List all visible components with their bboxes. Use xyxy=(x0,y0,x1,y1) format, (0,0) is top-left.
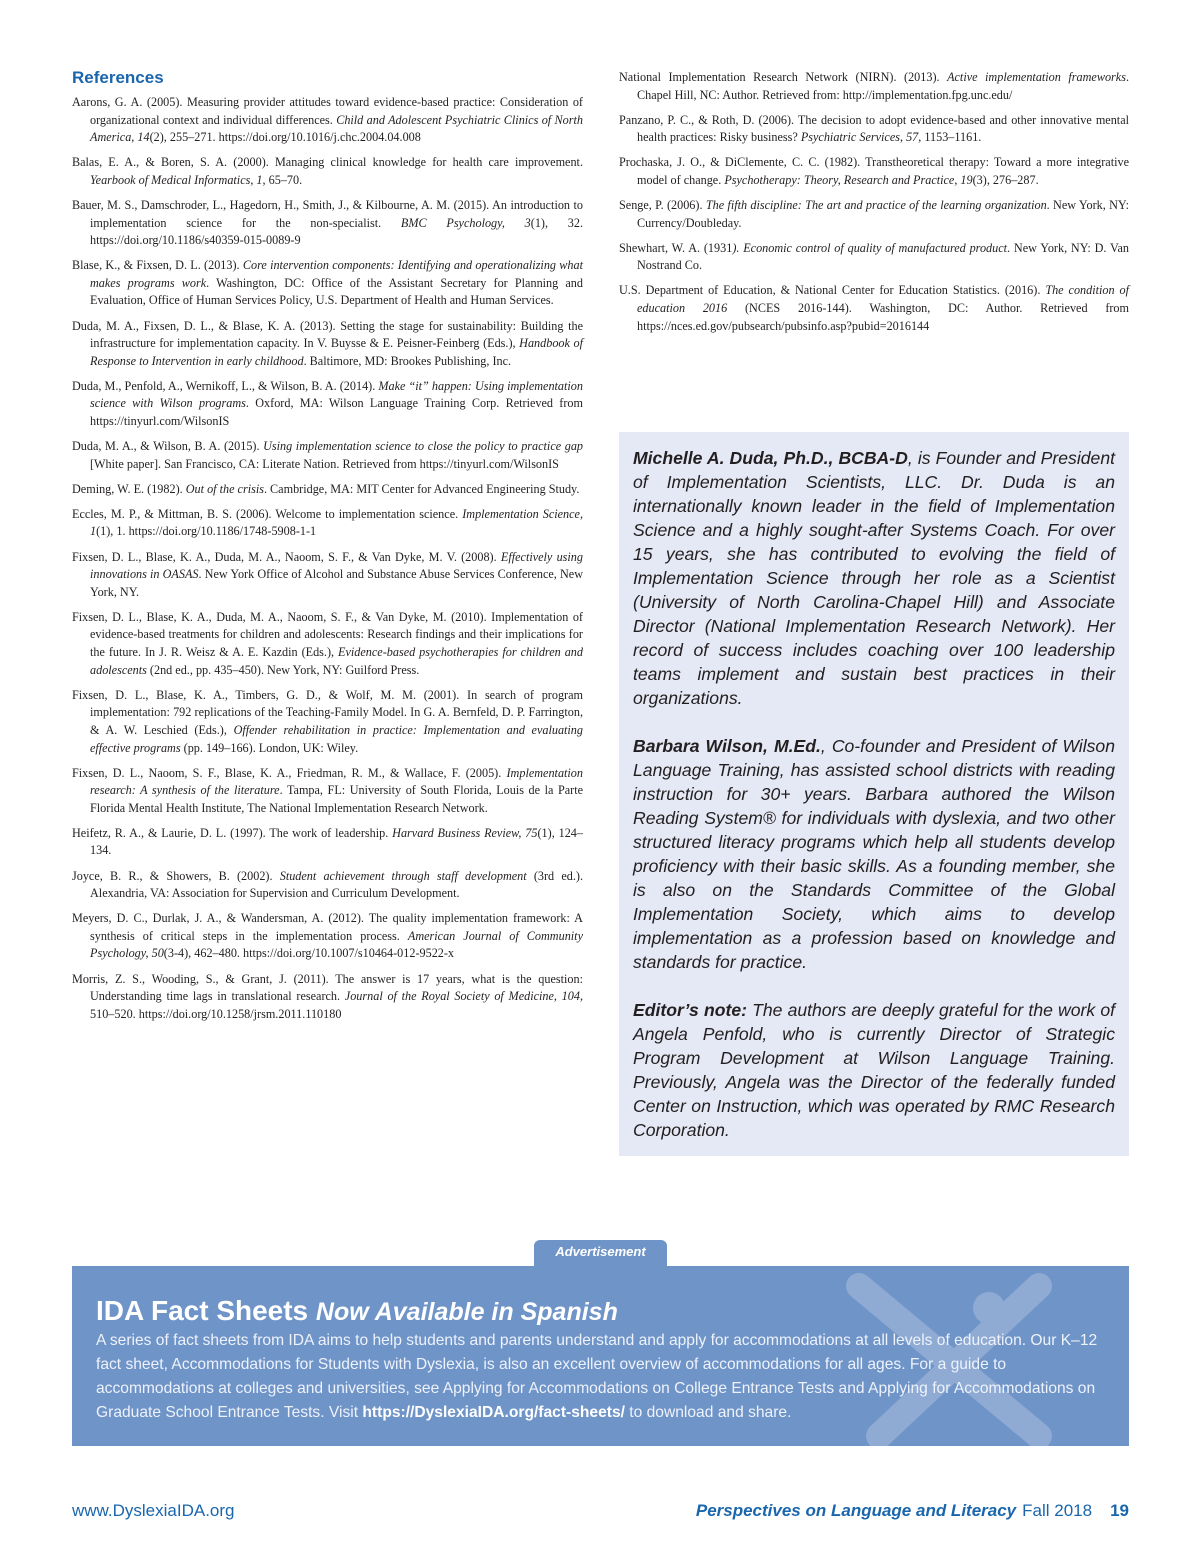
reference-entry: Senge, P. (2006). The fifth discipline: The art and practice of the learning organization. New York, NY: Currency/Doubleday. xyxy=(619,198,1129,230)
reference-entry: Fixsen, D. L., Naoom, S. F., Blase, K. A., Friedman, R. M., & Wallace, F. (2005). Implementation research: A synthesis of the literature. Tampa, FL: University of South Florida, Louis de la Parte Florida Mental Health Institute, The National Implementation Research Network. xyxy=(72,765,584,815)
reference-entry: Duda, M. A., & Wilson, B. A. (2015). Using implementation science to close the policy to practice gap [White paper]. San Francisco, CA: Literate Nation. Retrieved from https://tinyurl.com/WilsonIS xyxy=(72,439,584,471)
reference-entry: Eccles, M. P., & Mittman, B. S. (2006). Welcome to implementation science. Implementation Science, 1(1), 1. https://doi.org/10.1186/1748-5908-1-1 xyxy=(72,506,583,539)
bio-duda: Michelle A. Duda, Ph.D., BCBA-D, is Founder and President of Implementation Scientists, LLC. Dr. Duda is an internationally known leader in the field of Implementation Science and a highly sought-after Systems Coach. For over 15 years, she has contributed to evolving the field of Implementation Science through her role as a Scientist (University of North Carolina-Chapel Hill) and Associate Director (National Implementation Research Network). Her record of success includes coaching over 100 leadership teams implement and sustain best practices in their organizations. xyxy=(633,448,1116,708)
editors-note: Editor’s note: The authors are deeply grateful for the work of Angela Penfold, who is currently Director of Strategic Program Development at Wilson Language Training. Previously, Angela was the Director of the federally funded Center on Instruction, which was operated by RMC Research Corporation. xyxy=(633,1000,1115,1140)
reference-entry: Morris, Z. S., Wooding, S., & Grant, J. (2011). The answer is 17 years, what is the question: Understanding time lags in translational research. Journal of the Royal Society of Medicine, 104, 510–520. https://doi.org/10.1258/jrsm.2011.110180 xyxy=(72,971,583,1021)
reference-entry: Fixsen, D. L., Blase, K. A., Duda, M. A., Naoom, S. F., & Van Dyke, M. V. (2008). Effectively using innovations in OASAS. New York Office of Alcohol and Substance Abuse Services Conference, New York, NY. xyxy=(72,549,583,599)
references-heading: References xyxy=(72,68,164,87)
reference-entry: National Implementation Research Network (NIRN). (2013). Active implementation frameworks. Chapel Hill, NC: Author. Retrieved from: http://implementation.fpg.unc.edu/ xyxy=(619,70,1129,102)
advertisement-tab: Advertisement xyxy=(534,1240,667,1266)
reference-entry: Fixsen, D. L., Blase, K. A., Timbers, G. D., & Wolf, M. M. (2001). In search of program implementation: 792 replications of the Teaching-Family Model. In G. A. Bernfeld, D. P. Farrington, & A. W. Leschied (Eds.), Offender rehabilitation in practice: Implementation and evaluating effective programs (pp. 149–166). London, UK: Wiley. xyxy=(72,687,583,755)
journal-title: Perspectives on Language and Literacy xyxy=(695,1501,1017,1520)
reference-entry: Balas, E. A., & Boren, S. A. (2000). Managing clinical knowledge for health care improvement. Yearbook of Medical Informatics, 1, 65–70. xyxy=(72,155,583,187)
reference-entry: Duda, M. A., Fixsen, D. L., & Blase, K. A. (2013). Setting the stage for sustainability: Building the infrastructure for implementation capacity. In V. Buysse & E. Peisner-Feinberg (Eds.), Handbook of Response to Intervention in early childhood. Baltimore, MD: Brookes Publishing, Inc. xyxy=(72,318,583,368)
reference-entry: Joyce, B. R., & Showers, B. (2002). Student achievement through staff development (3rd ed.). Alexandria, VA: Association for Supervision and Curriculum Development. xyxy=(72,868,583,901)
reference-entry: Shewhart, W. A. (1931). Economic control of quality of manufactured product. New York, NY: D. Van Nostrand Co. xyxy=(619,240,1129,273)
bio-wilson: Barbara Wilson, M.Ed., Co-founder and President of Wilson Language Training, has assisted school districts with reading instruction for 30+ years. Barbara authored the Wilson Reading System® for individuals with dyslexia, and two other structured literacy programs which help all students develop proficiency with their basic skills. As a founding member, she is also on the Standards Committee of the Global Implementation Society, which aims to develop implementation as a profession based on knowledge and standards for practice. xyxy=(633,736,1115,972)
page-number: 19 xyxy=(1110,1501,1129,1520)
reference-entry: Prochaska, J. O., & DiClemente, C. C. (1982). Transtheoretical therapy: Toward a more integrative model of change. Psychotherapy: Theory, Research and Practice, 19(3), 276–287. xyxy=(619,155,1129,187)
reference-entry: Heifetz, R. A., & Laurie, D. L. (1997). The work of leadership. Harvard Business Review, 75(1), 124–134. xyxy=(72,825,583,858)
advertisement-body: A series of fact sheets from IDA aims to help students and parents understand and apply for accommodations at all levels of education. Our K–12 fact sheet, Accommodations for Students with Dyslexia, is also an excellent overview of accommodations for all ages. For a guide to accommodations at colleges and universities, see Applying for Accommodations on College Entrance Tests and Applying for Accommodations on Graduate School Entrance Tests. Visit https://DyslexiaIDA.org/fact-sheets/ to download and share. xyxy=(96,1332,1098,1421)
advertisement-banner[interactable] xyxy=(72,1266,1129,1446)
reference-entry: Meyers, D. C., Durlak, J. A., & Wandersman, A. (2012). The quality implementation framework: A synthesis of critical steps in the implementation process. American Journal of Community Psychology, 50(3-4), 462–480. https://doi.org/10.1007/s10464-012-9522-x xyxy=(72,911,583,961)
advertisement-title: IDA Fact Sheets Now Available in Spanish xyxy=(96,1295,618,1326)
reference-entry: Bauer, M. S., Damschroder, L., Hagedorn, H., Smith, J., & Kilbourne, A. M. (2015). An introduction to implementation science for the non-specialist. BMC Psychology, 3(1), 32. https://doi.org/10.1186/s40359-015-0089-9 xyxy=(72,197,583,248)
reference-entry: U.S. Department of Education, & National Center for Education Statistics. (2016). The condition of education 2016 (NCES 2016-144). Washington, DC: Author. Retrieved from https://nces.ed.gov/pubsearch/pubsinfo.asp?pubid=2016144 xyxy=(619,283,1130,333)
reference-entry: Deming, W. E. (1982). Out of the crisis. Cambridge, MA: MIT Center for Advanced Engineering Study. xyxy=(72,481,580,496)
references-left-column xyxy=(72,94,583,1031)
footer-website[interactable]: www.DyslexiaIDA.org xyxy=(72,1501,235,1520)
reference-entry: Fixsen, D. L., Blase, K. A., Duda, M. A., Naoom, S. F., & Van Dyke, M. (2010). Implementation of evidence-based treatments for children and adolescents: Research findings and their implications for the future. In J. R. Weisz & A. E. Kazdin (Eds.), Evidence-based psychotherapies for children and adolescents (2nd ed., pp. 435–450). New York, NY: Guilford Press. xyxy=(72,609,583,677)
reference-entry: Duda, M., Penfold, A., Wernikoff, L., & Wilson, B. A. (2014). Make “it” happen: Using implementation science with Wilson programs. Oxford, MA: Wilson Language Training Corp. Retrieved from https://tinyurl.com/WilsonIS xyxy=(72,378,583,428)
issue-date: Fall 2018 xyxy=(1022,1501,1093,1520)
author-bios-box xyxy=(619,432,1129,1156)
footer-publication xyxy=(696,1501,1129,1521)
fact-sheets-link[interactable]: https://DyslexiaIDA.org/fact-sheets/ xyxy=(362,1404,625,1421)
reference-entry: Blase, K., & Fixsen, D. L. (2013). Core intervention components: Identifying and operationalizing what makes programs work. Washington, DC: Office of the Assistant Secretary for Planning and Evaluation, Office of Human Services Policy, U.S. Department of Health and Human Services. xyxy=(72,258,583,308)
references-right-column xyxy=(619,69,1129,343)
reference-entry: Aarons, G. A. (2005). Measuring provider attitudes toward evidence-based practice: Consideration of organizational context and individual differences. Child and Adolescent Psychiatric Clinics of North America, 14(2), 255–271. https://doi.org/10.1016/j.chc.2004.04.008 xyxy=(72,95,583,145)
reference-entry: Panzano, P. C., & Roth, D. (2006). The decision to adopt evidence-based and other innovative mental health practices: Risky business? Psychiatric Services, 57, 1153–1161. xyxy=(619,112,1129,145)
